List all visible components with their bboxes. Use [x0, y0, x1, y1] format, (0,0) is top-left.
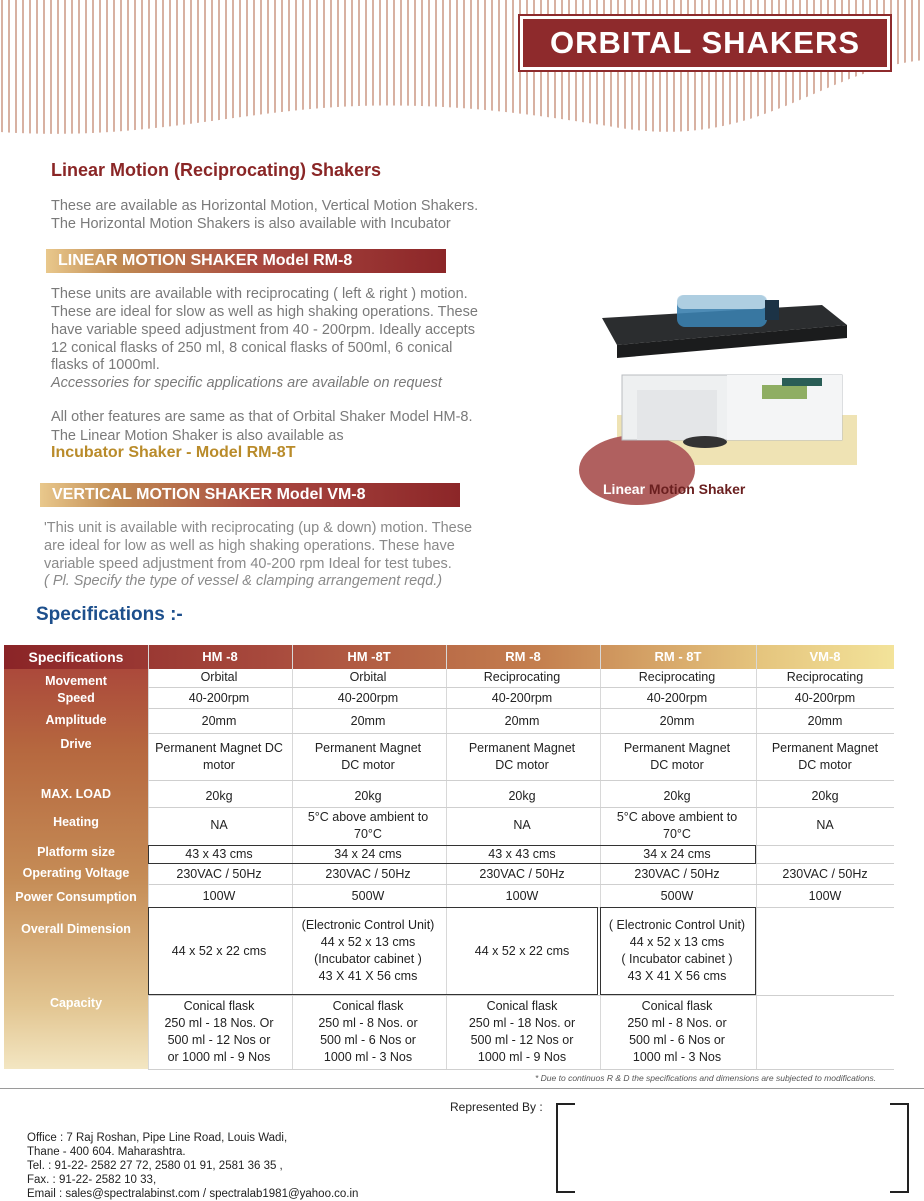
row-label: Drive [60, 737, 92, 751]
table-cell: 20mm [504, 713, 540, 728]
caption-first: Linear [603, 481, 646, 497]
table-header-model: VM-8 [809, 649, 841, 664]
cell-outline [600, 907, 756, 995]
cell-line: 1000 ml - 3 Nos [632, 1050, 722, 1064]
cell-line: NA [513, 818, 531, 832]
photo-caption [603, 481, 745, 497]
table-cell: Reciprocating [483, 669, 561, 684]
row-label: Platform size [37, 845, 115, 859]
table-header-model: HM -8T [347, 649, 391, 664]
rm8-text: All other features are same as that of Orbital Shaker Model HM-8. [51, 409, 473, 425]
cell-line: DC motor [798, 758, 852, 772]
row-label: Overall Dimension [21, 922, 131, 936]
cell-line: ( Incubator cabinet ) [621, 952, 733, 966]
cell-line: (Electronic Control Unit) [301, 918, 435, 932]
cell-line: 44 x 52 x 22 cms [171, 943, 267, 958]
rm8-text: Accessories for specific applications are available on request [51, 375, 442, 391]
table-cell [148, 817, 290, 834]
page-title: ORBITAL SHAKERS [520, 16, 890, 70]
cell-line: 1000 ml - 3 Nos [323, 1050, 413, 1064]
rm8-text: These units are available with reciprocating ( left & right ) motion. [51, 286, 468, 302]
table-cell [148, 998, 290, 1066]
table-header-model: RM - 8T [654, 649, 702, 664]
cell-line: 500 ml - 12 Nos or [470, 1033, 574, 1047]
cell-line: 70°C [663, 827, 691, 841]
table-cell: 34 x 24 cms [643, 846, 711, 861]
table-cell: 230VAC / 50Hz [176, 866, 262, 881]
rm8-text: The Linear Motion Shaker is also available as [51, 428, 344, 444]
row-divider [148, 780, 894, 781]
cell-line: 5°C above ambient to [616, 810, 738, 824]
cell-line: 44 x 52 x 13 cms [320, 935, 416, 949]
table-cell: Reciprocating [638, 669, 716, 684]
table-cell: Reciprocating [786, 669, 864, 684]
table-cell: 230VAC / 50Hz [325, 866, 411, 881]
cell-line: Conical flask [486, 999, 558, 1013]
cell-line: NA [210, 818, 228, 832]
cell-line: 5°C above ambient to [307, 810, 429, 824]
table-cell: 40-200rpm [188, 690, 250, 705]
table-cell [600, 998, 754, 1066]
table-cell [292, 998, 444, 1066]
intro-line: These are available as Horizontal Motion, Vertical Motion Shakers. [51, 198, 479, 214]
cell-line: Conical flask [641, 999, 713, 1013]
row-divider [148, 995, 894, 996]
cell-line: 250 ml - 18 Nos. or [468, 1016, 576, 1030]
row-label: Movement [45, 674, 107, 688]
table-cell [600, 809, 754, 843]
table-header-model: HM -8 [202, 649, 238, 664]
cell-outline [148, 907, 598, 995]
cell-line: 500 ml - 6 Nos or [320, 1033, 416, 1047]
cell-line: or 1000 ml - 9 Nos [167, 1050, 271, 1064]
table-cell: 40-200rpm [491, 690, 553, 705]
table-cell: Orbital [200, 669, 238, 684]
vm8-band: VERTICAL MOTION SHAKER Model VM-8 [40, 483, 460, 507]
office-address: Office : 7 Raj Roshan, Pipe Line Road, Louis Wadi, [27, 1132, 288, 1144]
shaker-photo [577, 290, 867, 505]
table-cell: 34 x 24 cms [334, 846, 402, 861]
incubator-model: Incubator Shaker - Model RM-8T [51, 444, 296, 461]
table-header-model: RM -8 [505, 649, 541, 664]
cell-line: Conical flask [183, 999, 255, 1013]
footer-divider [0, 1088, 924, 1089]
table-cell: 43 x 43 cms [488, 846, 556, 861]
cell-line: Permanent Magnet DC [155, 741, 283, 755]
rm8-text: flasks of 1000ml. [51, 357, 160, 373]
table-cell: 20mm [350, 713, 386, 728]
cell-line: NA [816, 818, 834, 832]
cell-line: 500 ml - 6 Nos or [629, 1033, 725, 1047]
table-cell [446, 817, 598, 834]
cell-line: Permanent Magnet [771, 741, 879, 755]
row-divider [148, 733, 894, 734]
vm8-text: variable speed adjustment from 40-200 rpm Ideal for test tubes. [44, 556, 452, 572]
row-label: Power Consumption [15, 890, 137, 904]
table-cell: 500W [660, 888, 694, 903]
rm8-band: LINEAR MOTION SHAKER Model RM-8 [46, 249, 446, 273]
spec-table [4, 645, 894, 1069]
table-cell: Orbital [349, 669, 387, 684]
specs-heading: Specifications :- [36, 604, 183, 625]
table-cell: 20mm [659, 713, 695, 728]
rm8-text: 12 conical flasks of 250 ml, 8 conical flasks of 500ml, 6 conical [51, 340, 453, 356]
table-cell: 20kg [354, 788, 382, 803]
row-divider [148, 807, 894, 808]
office-city: Thane - 400 604. Maharashtra. [27, 1146, 186, 1158]
table-cell: 20kg [811, 788, 839, 803]
rm8-text: have variable speed adjustment from 40 - 200rpm. Ideally accepts [51, 322, 475, 338]
row-label: Operating Voltage [22, 866, 130, 880]
table-cell: 100W [202, 888, 236, 903]
cell-line: Permanent Magnet [468, 741, 576, 755]
table-cell [292, 740, 444, 774]
table-cell: 500W [351, 888, 385, 903]
table-cell [600, 740, 754, 774]
cell-line: 250 ml - 8 Nos. or [318, 1016, 418, 1030]
table-cell [446, 740, 598, 774]
office-tel: Tel. : 91-22- 2582 27 72, 2580 01 91, 2581 36 35 , [27, 1160, 283, 1172]
cell-line: Conical flask [332, 999, 404, 1013]
office-email: Email : sales@spectralabinst.com / spectralab1981@yahoo.co.in [27, 1188, 359, 1200]
cell-line: DC motor [495, 758, 549, 772]
table-cell: 40-200rpm [337, 690, 399, 705]
row-divider [148, 687, 894, 688]
table-cell [756, 740, 894, 774]
cell-line: Permanent Magnet [314, 741, 422, 755]
office-fax: Fax. : 91-22- 2582 10 33, [27, 1174, 157, 1186]
row-label: Amplitude [45, 713, 107, 727]
represented-label: Represented By : [450, 1100, 543, 1114]
cell-line: 1000 ml - 9 Nos [477, 1050, 567, 1064]
section-heading: Linear Motion (Reciprocating) Shakers [51, 160, 382, 180]
represented-box [555, 1102, 910, 1194]
table-cell [292, 809, 444, 843]
cell-line: DC motor [650, 758, 704, 772]
cell-line: Permanent Magnet [623, 741, 731, 755]
cell-line: (Incubator cabinet ) [314, 952, 422, 966]
vm8-text: ( Pl. Specify the type of vessel & clamping arrangement reqd.) [44, 573, 443, 589]
table-cell: 40-200rpm [646, 690, 708, 705]
cell-line: 500 ml - 12 Nos or [167, 1033, 271, 1047]
intro-line: The Horizontal Motion Shakers is also available with Incubator [51, 216, 451, 232]
table-cell: 40-200rpm [794, 690, 856, 705]
table-cell: 20kg [205, 788, 233, 803]
rm8-text: These are ideal for slow as well as high shaking operations. These [51, 304, 478, 320]
table-cell: 43 x 43 cms [185, 846, 253, 861]
cell-line: 250 ml - 18 Nos. Or [164, 1016, 274, 1030]
cell-line: 43 X 41 X 56 cms [627, 969, 727, 983]
cell-outline [148, 845, 756, 864]
table-cell [148, 740, 290, 774]
vm8-text: 'This unit is available with reciprocating (up & down) motion. These [44, 520, 473, 536]
table-cell: 20kg [663, 788, 691, 803]
table-cell: 100W [808, 888, 842, 903]
row-divider [148, 708, 894, 709]
footnote: * Due to continuos R & D the specifications and dimensions are subjected to modifications. [535, 1073, 877, 1083]
row-label: Speed [57, 691, 95, 705]
row-divider [148, 884, 894, 885]
table-cell: 230VAC / 50Hz [782, 866, 868, 881]
cell-line: 44 x 52 x 22 cms [474, 943, 570, 958]
row-label: Heating [53, 815, 99, 829]
table-cell: 230VAC / 50Hz [634, 866, 720, 881]
cell-line: 250 ml - 8 Nos. or [627, 1016, 727, 1030]
row-label: Capacity [49, 996, 103, 1010]
table-cell: 230VAC / 50Hz [479, 866, 565, 881]
caption-second: Motion Shaker [648, 481, 746, 497]
cell-line: DC motor [341, 758, 395, 772]
table-cell: 20kg [508, 788, 536, 803]
row-label: MAX. LOAD [40, 787, 112, 801]
table-cell: 20mm [201, 713, 237, 728]
cell-line: 44 x 52 x 13 cms [629, 935, 725, 949]
vm8-text: are ideal for low as well as high shaking operations. These have [44, 538, 455, 554]
cell-line: ( Electronic Control Unit) [608, 918, 746, 932]
cell-line: 43 X 41 X 56 cms [318, 969, 418, 983]
row-divider [148, 1069, 894, 1070]
table-cell: 100W [505, 888, 539, 903]
cell-line: 70°C [354, 827, 382, 841]
table-cell: 20mm [807, 713, 843, 728]
table-header-specifications: Specifications [28, 649, 124, 665]
table-cell [756, 817, 894, 834]
cell-line: motor [203, 758, 235, 772]
table-cell [446, 998, 598, 1066]
